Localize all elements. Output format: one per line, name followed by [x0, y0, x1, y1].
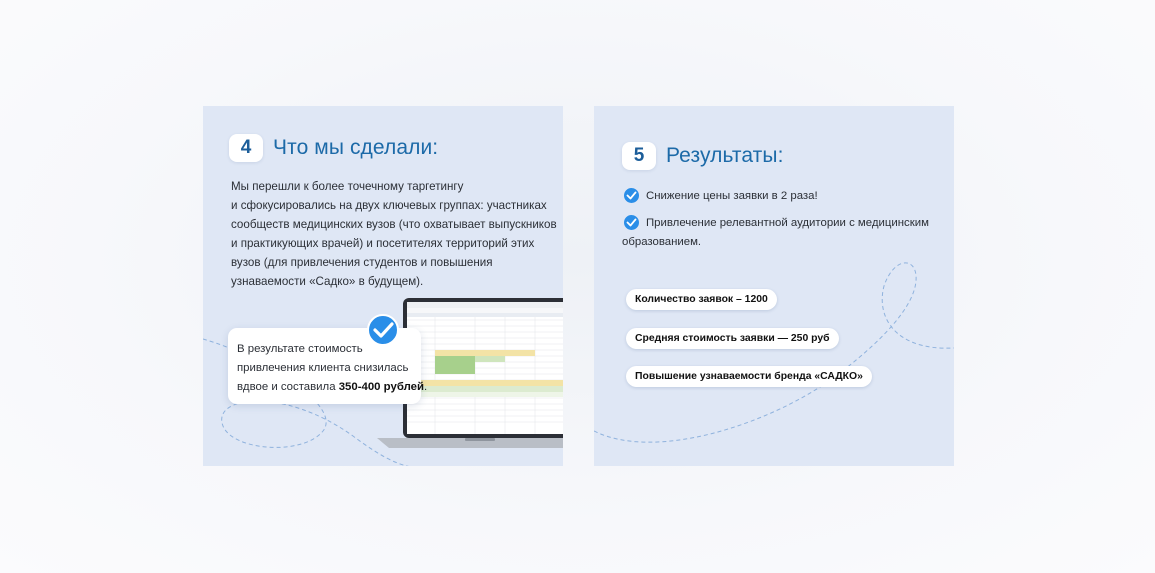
- result-item: Привлечение релевантной аудитории с медицинским: [646, 217, 929, 229]
- step-number-badge: 5: [622, 142, 656, 170]
- callout-line: В результате стоимость: [237, 343, 363, 355]
- description-line: вузов (для привлечения студентов и повышения: [231, 256, 493, 269]
- stat-pill-requests: Количество заявок – 1200: [626, 289, 777, 310]
- card-title: Результаты:: [666, 144, 784, 167]
- description-text: [231, 177, 557, 291]
- step-number-badge: 4: [229, 134, 263, 162]
- description-line: сообществ медицинских вузов (что охватывает выпускников: [231, 218, 557, 231]
- description-line: узнаваемости «Садко» в будущем).: [231, 275, 424, 288]
- checkmark-icon: [623, 214, 640, 231]
- checkmark-icon: [623, 187, 640, 204]
- stat-pill-avg-cost: Средняя стоимость заявки — 250 руб: [626, 328, 839, 349]
- price-highlight: 350-400 рублей: [338, 381, 424, 393]
- callout-line: вдвое и составила 350-400 рублей.: [237, 381, 428, 393]
- card-title: Что мы сделали:: [273, 136, 439, 159]
- stat-pill-brand-awareness: Повышение узнаваемости бренда «САДКО»: [626, 366, 872, 387]
- result-item: Снижение цены заявки в 2 раза!: [646, 190, 818, 202]
- results-card: [594, 106, 954, 466]
- what-we-did-card: [203, 106, 563, 466]
- callout-line: привлечения клиента снизилась: [237, 362, 409, 374]
- description-line: и сфокусировались на двух ключевых группах: участниках: [231, 199, 547, 212]
- description-line: Мы перешли к более точечному таргетингу: [231, 180, 464, 193]
- description-line: и практикующих врачей) и посетителях территорий этих: [231, 237, 535, 250]
- checkmark-badge-icon: [366, 313, 400, 347]
- result-item-continuation: образованием.: [622, 236, 702, 248]
